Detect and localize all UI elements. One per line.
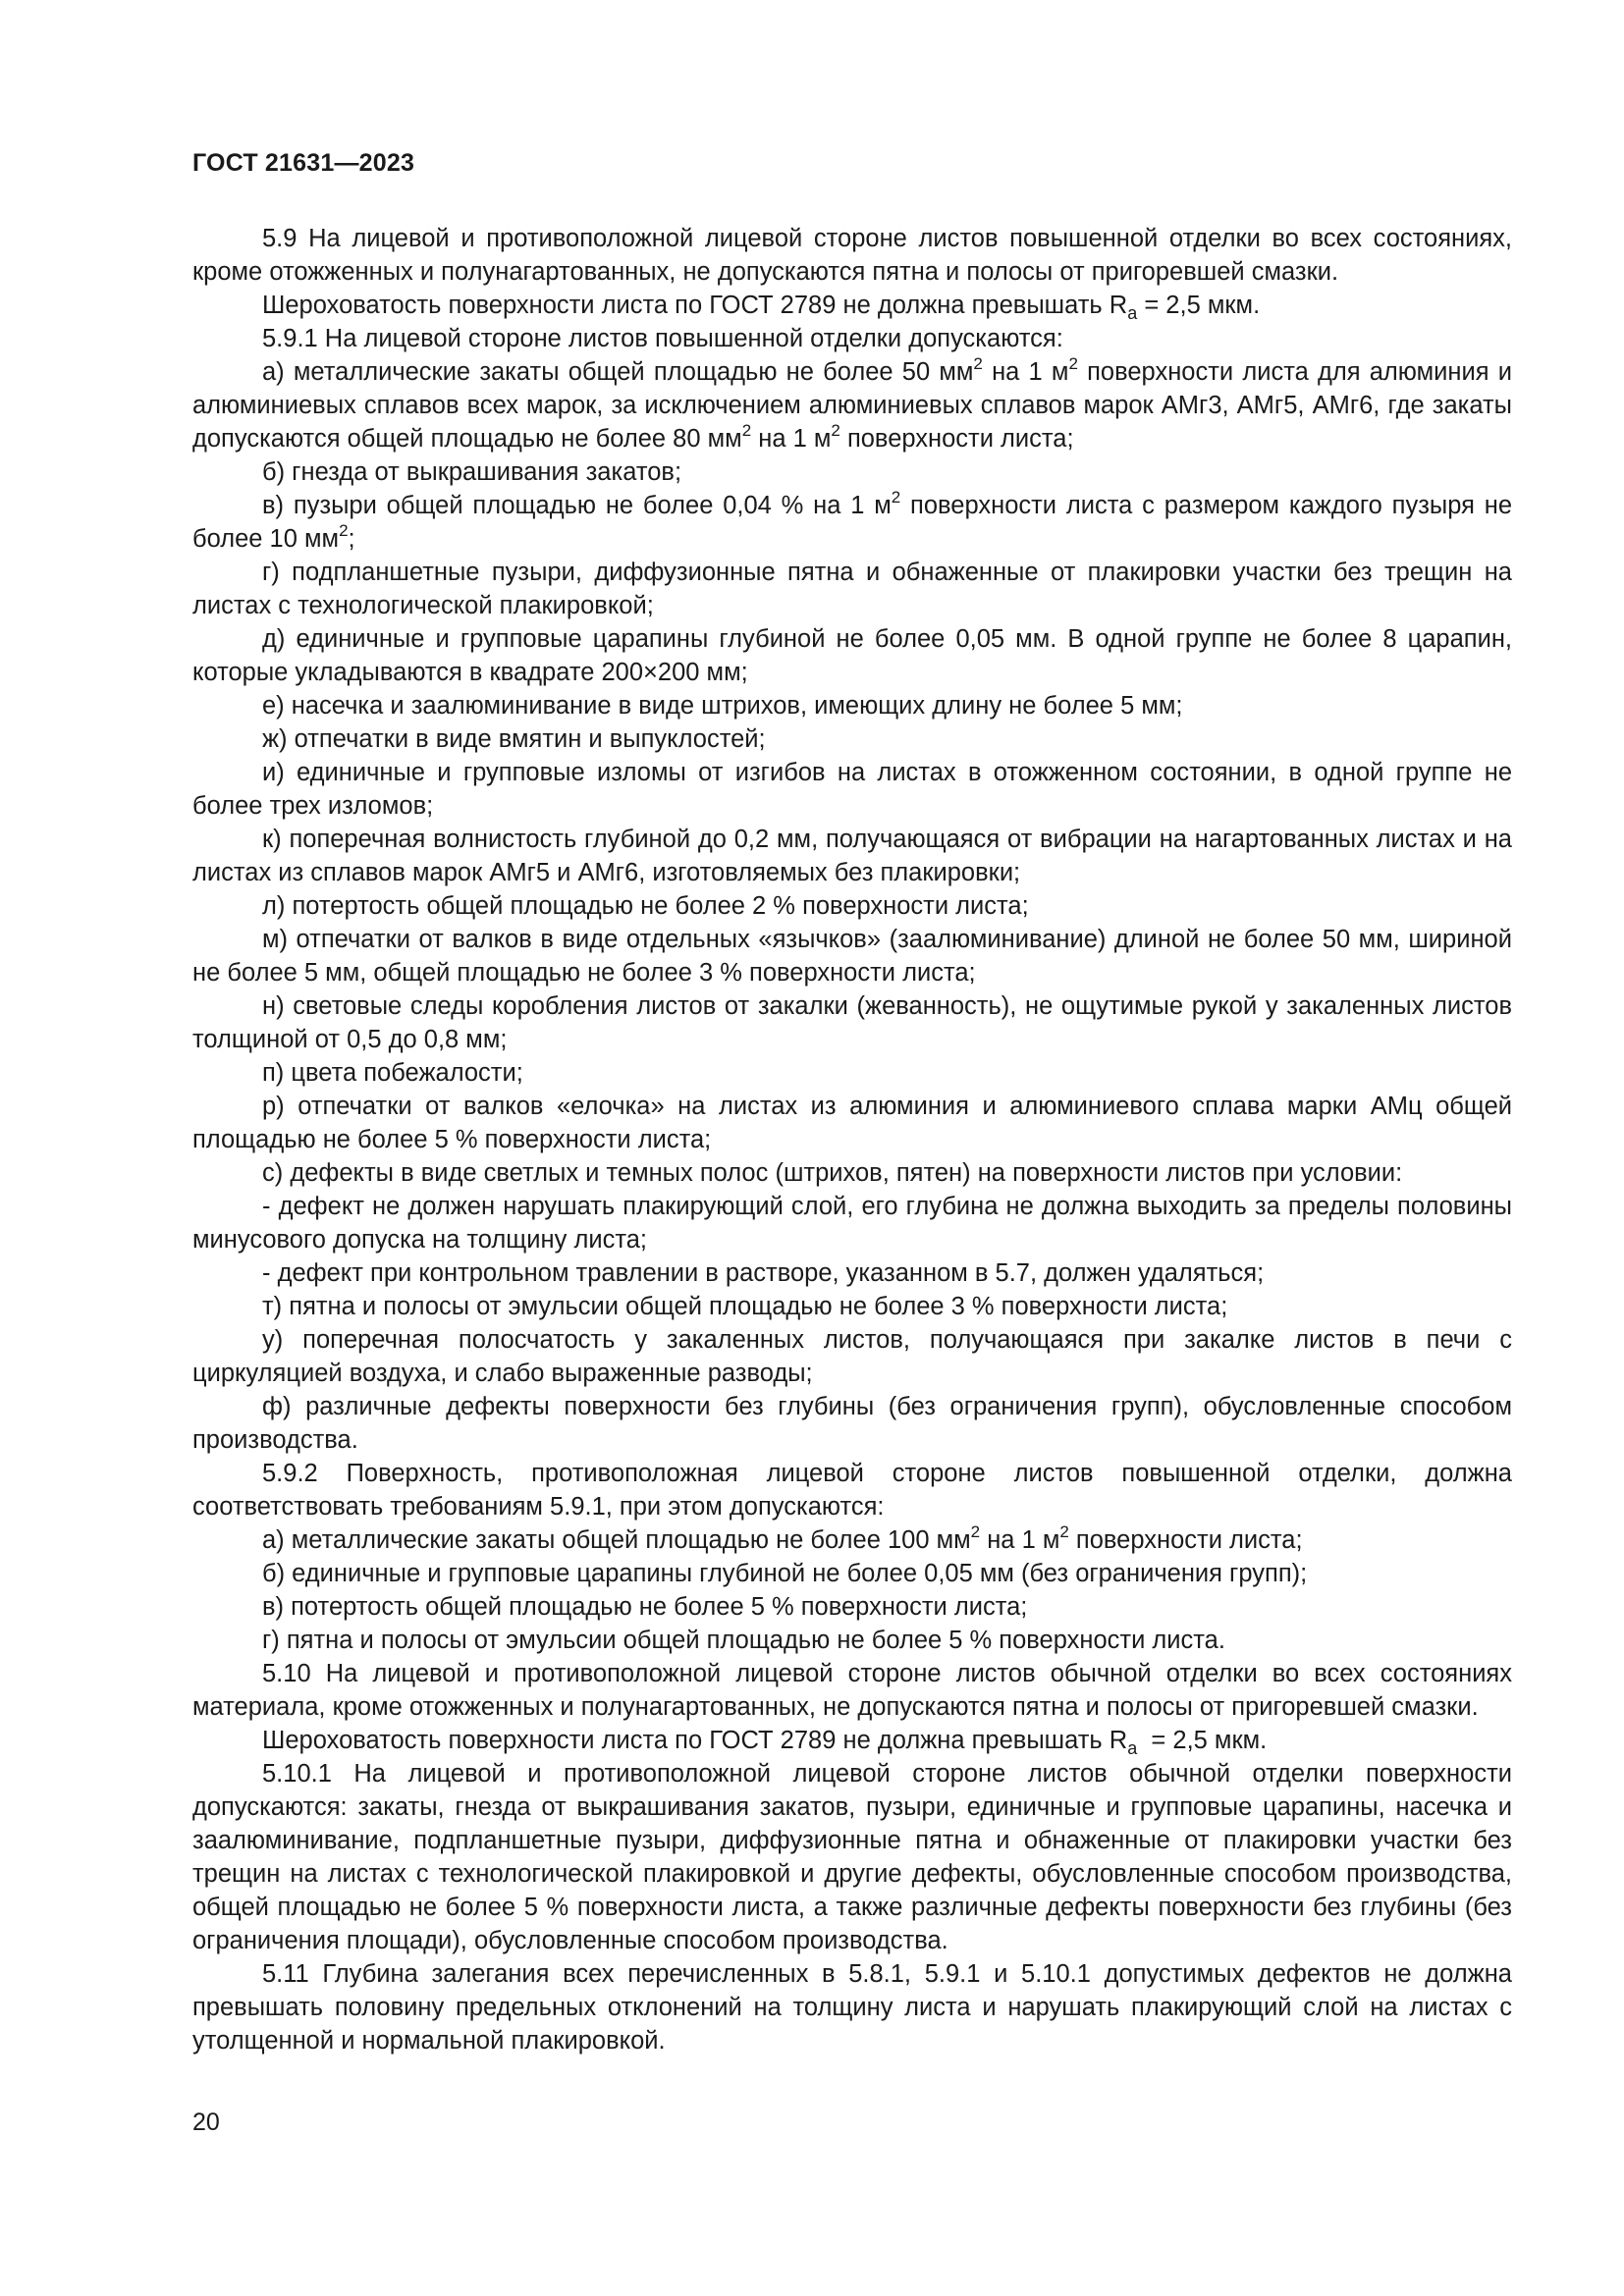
superscript: 2 (891, 487, 901, 507)
item-p-5-9-1: п) цвета побежалости; (262, 1059, 523, 1087)
item-text: а) металлические закаты общей площадью не более 50 мм (262, 358, 974, 386)
roughness-subscript: a (1127, 303, 1138, 324)
item-u-5-9-1: у) поперечная полосчатость у закаленных листов, получающаяся при закалке листов в печи с циркуляцией воздуха, и слабо выраженные разводы; (192, 1326, 1512, 1387)
superscript: 2 (339, 520, 349, 540)
item-f-5-9-1: ф) различные дефекты поверхности без глубины (без ограничения групп), обусловленные способом производства. (192, 1393, 1512, 1454)
item-a-5-9-1 (192, 355, 1512, 455)
item-text: а) металлические закаты общей площадью не более 100 мм (262, 1526, 971, 1554)
item-n-5-9-1: н) световые следы коробления листов от закалки (жеванность), не ощутимые рукой у закаленных листов толщиной от 0,5 до 0,8 мм; (192, 992, 1512, 1053)
item-k-5-9-1: к) поперечная волнистость глубиной до 0,2 мм, получающаяся от вибрации на нагартованных листах и на листах из сплавов марок АМг5 и АМг6, изготовляемых без плакировки; (192, 826, 1512, 886)
superscript: 2 (1059, 1522, 1069, 1541)
item-text: на 1 м (980, 1526, 1060, 1554)
item-text: в) пузыри общей площадью не более 0,04 % на 1 м (262, 492, 892, 519)
item-text: ; (348, 525, 355, 553)
item-d-5-9-1: д) единичные и групповые царапины глубиной не более 0,05 мм. В одной группе не более 8 царапин, которые укладываются в квадрате 200×200 мм; (192, 625, 1512, 686)
item-b-5-9-2: б) единичные и групповые царапины глубиной не более 0,05 мм (без ограничения групп); (262, 1560, 1308, 1587)
item-b-5-9-1: б) гнезда от выкрашивания закатов; (262, 458, 682, 486)
item-zh-5-9-1: ж) отпечатки в виде вмятин и выпуклостей; (262, 725, 766, 753)
item-v-5-9-2: в) потертость общей площадью не более 5 % поверхности листа; (262, 1593, 1028, 1621)
superscript: 2 (1068, 353, 1078, 373)
superscript: 2 (973, 353, 983, 373)
roughness-value: = 2,5 мкм. (1137, 1727, 1268, 1754)
item-i-5-9-1: и) единичные и групповые изломы от изгибов на листах в отожженном состоянии, в одной группе не более трех изломов; (192, 759, 1512, 820)
clause-5-9-2: 5.9.2 Поверхность, противоположная лицевой стороне листов повышенной отделки, должна соответствовать требованиям 5.9.1, при этом допускаются: (192, 1460, 1512, 1521)
superscript: 2 (741, 420, 752, 440)
document-header: ГОСТ 21631—2023 (192, 149, 415, 177)
item-l-5-9-1: л) потертость общей площадью не более 2 % поверхности листа; (262, 892, 1029, 920)
item-s-5-9-1: с) дефекты в виде светлых и темных полос (штрихов, пятен) на поверхности листов при условии: (262, 1159, 1403, 1187)
item-m-5-9-1: м) отпечатки от валков в виде отдельных «язычков» (заалюминивание) длиной не более 50 мм, шириной не более 5 мм, общей площадью не более 3 % поверхности листа; (192, 926, 1512, 987)
roughness-value: = 2,5 мкм. (1137, 292, 1261, 319)
item-text: на 1 м (751, 425, 832, 453)
item-text: поверхности листа; (1068, 1526, 1303, 1554)
item-r-5-9-1: р) отпечатки от валков «елочка» на листах из алюминия и алюминиевого сплава марки АМц общей площадью не более 5 % поверхности листа; (192, 1093, 1512, 1153)
item-s-condition-2: - дефект при контрольном травлении в растворе, указанном в 5.7, должен удаляться; (262, 1259, 1265, 1287)
item-v-5-9-1 (192, 489, 1512, 556)
superscript: 2 (970, 1522, 981, 1541)
item-text: поверхности листа; (839, 425, 1074, 453)
clause-5-10-1: 5.10.1 На лицевой и противоположной лицевой стороне листов обычной отделки поверхности допускаются: закаты, гнезда от выкрашивания закатов, пузыри, единичные и групповые царапины, насечка и заалюминивание, подпланшетные пузыри, диффузионные пятна и обнаженные от плакировки участки без трещин на листах с технологической плакировкой и другие дефекты, обусловленные способом производства, общей площадью не более 5 % поверхности листа, а также различные дефекты поверхности без глубины (без ограничения площади), обусловленные способом производства. (192, 1760, 1512, 1954)
clause-5-9-1: 5.9.1 На лицевой стороне листов повышенной отделки допускаются: (262, 325, 1063, 352)
superscript: 2 (831, 420, 840, 440)
clause-5-11: 5.11 Глубина залегания всех перечисленных в 5.8.1, 5.9.1 и 5.10.1 допустимых дефектов не должна превышать половину предельных отклонений на толщину листа и нарушать плакирующий слой на листах с утолщенной и нормальной плакировкой. (192, 1960, 1512, 2055)
item-g-5-9-1: г) подпланшетные пузыри, диффузионные пятна и обнаженные от плакировки участки без трещин на листах с технологической плакировкой; (192, 559, 1512, 619)
roughness-text: Шероховатость поверхности листа по ГОСТ 2789 не должна превышать R (262, 292, 1128, 319)
item-text: поверхности листа для алюминия и алюминиевых сплавов всех марок, за исключением алюминиевых сплавов марок АМг3, АМг5, АМг6, где закаты допускаются общей площадью не более 80 мм (192, 358, 1512, 453)
page-number: 20 (192, 2109, 220, 2136)
item-text: на 1 м (982, 358, 1069, 386)
item-a-5-9-2 (192, 1523, 1512, 1557)
item-t-5-9-1: т) пятна и полосы от эмульсии общей площадью не более 3 % поверхности листа; (262, 1293, 1228, 1320)
item-s-condition-1: - дефект не должен нарушать плакирующий слой, его глубина не должна выходить за пределы половины минусового допуска на толщину листа; (192, 1193, 1512, 1254)
roughness-requirement-1 (192, 289, 1512, 322)
item-text: поверхности листа с размером каждого пузыря не более 10 мм (192, 492, 1513, 553)
clause-5-10: 5.10 На лицевой и противоположной лицевой стороне листов обычной отделки во всех состояниях материала, кроме отожженных и полунагартованных, не допускаются пятна и полосы от пригоревшей смазки. (192, 1660, 1512, 1721)
roughness-text: Шероховатость поверхности листа по ГОСТ 2789 не должна превышать R (262, 1727, 1128, 1754)
clause-5-9: 5.9 На лицевой и противоположной лицевой стороне листов повышенной отделки во всех состояниях, кроме отожженных и полунагартованных, не допускаются пятна и полосы от пригоревшей смазки. (192, 225, 1512, 286)
roughness-subscript: a (1127, 1738, 1138, 1759)
roughness-requirement-2 (192, 1724, 1512, 1757)
document-body (192, 222, 1512, 2057)
item-e-5-9-1: е) насечка и заалюминивание в виде штрихов, имеющих длину не более 5 мм; (262, 692, 1183, 720)
item-g-5-9-2: г) пятна и полосы от эмульсии общей площадью не более 5 % поверхности листа. (262, 1627, 1225, 1654)
